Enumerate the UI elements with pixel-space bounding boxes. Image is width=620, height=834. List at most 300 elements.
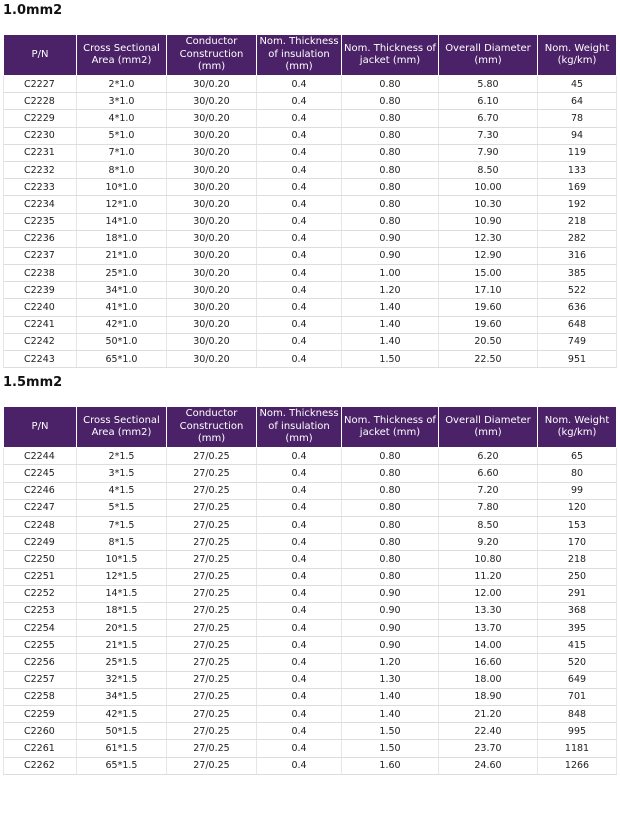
cell-cross-sectional-area: 21*1.5	[77, 637, 167, 654]
cell-jacket-thickness: 1.40	[342, 688, 439, 705]
cell-overall-diameter: 7.20	[439, 482, 538, 499]
cell-conductor-construction: 27/0.25	[167, 516, 257, 533]
cell-pn: C2230	[4, 127, 77, 144]
cell-insulation-thickness: 0.4	[257, 265, 342, 282]
cell-nom-weight: 848	[538, 706, 617, 723]
cell-cross-sectional-area: 42*1.0	[77, 316, 167, 333]
cell-cross-sectional-area: 34*1.0	[77, 282, 167, 299]
cell-overall-diameter: 7.30	[439, 127, 538, 144]
cell-jacket-thickness: 1.60	[342, 757, 439, 774]
table-row	[4, 516, 617, 533]
header-conductor-construction: Conductor Construction (mm)	[167, 407, 257, 448]
cell-pn: C2241	[4, 316, 77, 333]
table-row	[4, 585, 617, 602]
section-2	[0, 372, 620, 775]
cell-nom-weight: 133	[538, 161, 617, 178]
section-1	[0, 0, 620, 368]
header-nom-weight: Nom. Weight (kg/km)	[538, 407, 617, 448]
cell-insulation-thickness: 0.4	[257, 534, 342, 551]
cell-nom-weight: 522	[538, 282, 617, 299]
cell-nom-weight: 1266	[538, 757, 617, 774]
cell-insulation-thickness: 0.4	[257, 127, 342, 144]
cell-jacket-thickness: 1.20	[342, 654, 439, 671]
cell-pn: C2237	[4, 247, 77, 264]
table-body-1-0mm2	[4, 76, 617, 368]
cell-conductor-construction: 30/0.20	[167, 196, 257, 213]
table-row	[4, 499, 617, 516]
cell-pn: C2242	[4, 333, 77, 350]
cell-pn: C2245	[4, 465, 77, 482]
cell-overall-diameter: 21.20	[439, 706, 538, 723]
cell-conductor-construction: 30/0.20	[167, 230, 257, 247]
cell-pn: C2235	[4, 213, 77, 230]
cell-conductor-construction: 30/0.20	[167, 265, 257, 282]
table-row	[4, 740, 617, 757]
cell-nom-weight: 80	[538, 465, 617, 482]
cell-pn: C2238	[4, 265, 77, 282]
cell-pn: C2251	[4, 568, 77, 585]
table-body-1-5mm2	[4, 448, 617, 775]
table-row	[4, 299, 617, 316]
cell-jacket-thickness: 1.40	[342, 316, 439, 333]
cell-insulation-thickness: 0.4	[257, 585, 342, 602]
cell-conductor-construction: 30/0.20	[167, 144, 257, 161]
cell-pn: C2259	[4, 706, 77, 723]
cell-insulation-thickness: 0.4	[257, 499, 342, 516]
cell-pn: C2229	[4, 110, 77, 127]
cell-jacket-thickness: 0.80	[342, 448, 439, 465]
table-row	[4, 127, 617, 144]
cell-cross-sectional-area: 5*1.0	[77, 127, 167, 144]
cell-cross-sectional-area: 7*1.5	[77, 516, 167, 533]
cell-cross-sectional-area: 41*1.0	[77, 299, 167, 316]
cell-pn: C2227	[4, 76, 77, 93]
cell-jacket-thickness: 1.30	[342, 671, 439, 688]
cell-pn: C2258	[4, 688, 77, 705]
cell-insulation-thickness: 0.4	[257, 568, 342, 585]
cell-insulation-thickness: 0.4	[257, 551, 342, 568]
cell-overall-diameter: 6.70	[439, 110, 538, 127]
cell-nom-weight: 218	[538, 551, 617, 568]
cell-overall-diameter: 10.30	[439, 196, 538, 213]
cell-cross-sectional-area: 4*1.5	[77, 482, 167, 499]
cell-insulation-thickness: 0.4	[257, 620, 342, 637]
cell-overall-diameter: 6.10	[439, 93, 538, 110]
table-row	[4, 568, 617, 585]
cell-jacket-thickness: 0.80	[342, 144, 439, 161]
header-nom-weight: Nom. Weight (kg/km)	[538, 35, 617, 76]
table-row	[4, 247, 617, 264]
table-row	[4, 654, 617, 671]
cell-conductor-construction: 27/0.25	[167, 723, 257, 740]
table-row	[4, 757, 617, 774]
cell-insulation-thickness: 0.4	[257, 76, 342, 93]
header-cross-sectional-area: Cross Sectional Area (mm2)	[77, 35, 167, 76]
cell-nom-weight: 291	[538, 585, 617, 602]
cell-jacket-thickness: 0.80	[342, 196, 439, 213]
cell-jacket-thickness: 1.50	[342, 351, 439, 368]
cell-cross-sectional-area: 14*1.0	[77, 213, 167, 230]
cell-nom-weight: 1181	[538, 740, 617, 757]
cell-overall-diameter: 16.60	[439, 654, 538, 671]
cell-insulation-thickness: 0.4	[257, 671, 342, 688]
cell-conductor-construction: 30/0.20	[167, 351, 257, 368]
cell-nom-weight: 65	[538, 448, 617, 465]
cell-cross-sectional-area: 50*1.0	[77, 333, 167, 350]
cell-jacket-thickness: 0.90	[342, 620, 439, 637]
table-row	[4, 448, 617, 465]
cell-conductor-construction: 30/0.20	[167, 299, 257, 316]
cell-insulation-thickness: 0.4	[257, 448, 342, 465]
cell-overall-diameter: 6.60	[439, 465, 538, 482]
cell-cross-sectional-area: 2*1.0	[77, 76, 167, 93]
cell-insulation-thickness: 0.4	[257, 333, 342, 350]
cell-cross-sectional-area: 42*1.5	[77, 706, 167, 723]
cell-overall-diameter: 13.70	[439, 620, 538, 637]
cell-overall-diameter: 9.20	[439, 534, 538, 551]
cell-insulation-thickness: 0.4	[257, 723, 342, 740]
cell-cross-sectional-area: 34*1.5	[77, 688, 167, 705]
cell-pn: C2240	[4, 299, 77, 316]
table-header-row	[4, 407, 617, 448]
cell-conductor-construction: 27/0.25	[167, 534, 257, 551]
cell-nom-weight: 701	[538, 688, 617, 705]
spec-table-1-0mm2	[3, 34, 617, 368]
cell-jacket-thickness: 1.50	[342, 723, 439, 740]
table-row	[4, 282, 617, 299]
cell-cross-sectional-area: 12*1.0	[77, 196, 167, 213]
cell-overall-diameter: 12.00	[439, 585, 538, 602]
cell-cross-sectional-area: 3*1.0	[77, 93, 167, 110]
cell-overall-diameter: 10.80	[439, 551, 538, 568]
cell-overall-diameter: 17.10	[439, 282, 538, 299]
table-row	[4, 637, 617, 654]
table-row	[4, 465, 617, 482]
cell-pn: C2239	[4, 282, 77, 299]
cell-jacket-thickness: 0.80	[342, 499, 439, 516]
cell-conductor-construction: 30/0.20	[167, 76, 257, 93]
cell-insulation-thickness: 0.4	[257, 179, 342, 196]
cell-overall-diameter: 7.80	[439, 499, 538, 516]
cell-pn: C2255	[4, 637, 77, 654]
table-row	[4, 551, 617, 568]
cell-overall-diameter: 8.50	[439, 161, 538, 178]
cell-jacket-thickness: 0.80	[342, 516, 439, 533]
cell-conductor-construction: 27/0.25	[167, 448, 257, 465]
cell-insulation-thickness: 0.4	[257, 654, 342, 671]
cell-insulation-thickness: 0.4	[257, 740, 342, 757]
cell-insulation-thickness: 0.4	[257, 299, 342, 316]
table-row	[4, 333, 617, 350]
header-overall-diameter: Overall Diameter (mm)	[439, 35, 538, 76]
cell-pn: C2248	[4, 516, 77, 533]
cell-jacket-thickness: 0.80	[342, 110, 439, 127]
cell-pn: C2252	[4, 585, 77, 602]
cell-cross-sectional-area: 18*1.0	[77, 230, 167, 247]
cell-nom-weight: 119	[538, 144, 617, 161]
cell-cross-sectional-area: 32*1.5	[77, 671, 167, 688]
cell-cross-sectional-area: 3*1.5	[77, 465, 167, 482]
cell-cross-sectional-area: 12*1.5	[77, 568, 167, 585]
cell-conductor-construction: 30/0.20	[167, 316, 257, 333]
cell-cross-sectional-area: 18*1.5	[77, 602, 167, 619]
cell-pn: C2257	[4, 671, 77, 688]
cell-pn: C2253	[4, 602, 77, 619]
cell-nom-weight: 153	[538, 516, 617, 533]
cell-pn: C2254	[4, 620, 77, 637]
table-row	[4, 196, 617, 213]
cell-nom-weight: 218	[538, 213, 617, 230]
cell-conductor-construction: 27/0.25	[167, 757, 257, 774]
cell-conductor-construction: 27/0.25	[167, 688, 257, 705]
cell-overall-diameter: 7.90	[439, 144, 538, 161]
cell-cross-sectional-area: 61*1.5	[77, 740, 167, 757]
cell-insulation-thickness: 0.4	[257, 247, 342, 264]
cell-pn: C2244	[4, 448, 77, 465]
cell-nom-weight: 649	[538, 671, 617, 688]
cell-pn: C2243	[4, 351, 77, 368]
cell-conductor-construction: 27/0.25	[167, 551, 257, 568]
cell-jacket-thickness: 0.90	[342, 585, 439, 602]
cell-jacket-thickness: 0.80	[342, 76, 439, 93]
cell-nom-weight: 749	[538, 333, 617, 350]
table-row	[4, 265, 617, 282]
cell-jacket-thickness: 0.90	[342, 230, 439, 247]
cell-overall-diameter: 13.30	[439, 602, 538, 619]
cell-overall-diameter: 24.60	[439, 757, 538, 774]
cell-pn: C2236	[4, 230, 77, 247]
cell-conductor-construction: 27/0.25	[167, 499, 257, 516]
cell-jacket-thickness: 0.80	[342, 482, 439, 499]
cell-jacket-thickness: 0.90	[342, 602, 439, 619]
cell-cross-sectional-area: 2*1.5	[77, 448, 167, 465]
cell-conductor-construction: 30/0.20	[167, 110, 257, 127]
cell-cross-sectional-area: 25*1.5	[77, 654, 167, 671]
table-row	[4, 161, 617, 178]
table-row	[4, 534, 617, 551]
cell-overall-diameter: 19.60	[439, 316, 538, 333]
cell-pn: C2233	[4, 179, 77, 196]
cell-nom-weight: 78	[538, 110, 617, 127]
cell-overall-diameter: 18.00	[439, 671, 538, 688]
cell-jacket-thickness: 1.40	[342, 299, 439, 316]
cell-cross-sectional-area: 8*1.5	[77, 534, 167, 551]
cell-pn: C2247	[4, 499, 77, 516]
cell-nom-weight: 995	[538, 723, 617, 740]
header-jacket-thickness: Nom. Thickness of jacket (mm)	[342, 35, 439, 76]
cell-nom-weight: 170	[538, 534, 617, 551]
cell-overall-diameter: 6.20	[439, 448, 538, 465]
cell-insulation-thickness: 0.4	[257, 706, 342, 723]
cell-conductor-construction: 27/0.25	[167, 602, 257, 619]
cell-conductor-construction: 27/0.25	[167, 585, 257, 602]
cell-nom-weight: 192	[538, 196, 617, 213]
cell-cross-sectional-area: 65*1.0	[77, 351, 167, 368]
cell-nom-weight: 648	[538, 316, 617, 333]
cell-conductor-construction: 27/0.25	[167, 706, 257, 723]
cell-cross-sectional-area: 4*1.0	[77, 110, 167, 127]
cell-overall-diameter: 22.50	[439, 351, 538, 368]
cell-insulation-thickness: 0.4	[257, 93, 342, 110]
cell-overall-diameter: 20.50	[439, 333, 538, 350]
cell-cross-sectional-area: 10*1.0	[77, 179, 167, 196]
cell-overall-diameter: 11.20	[439, 568, 538, 585]
cell-conductor-construction: 27/0.25	[167, 482, 257, 499]
cell-jacket-thickness: 0.80	[342, 127, 439, 144]
cell-jacket-thickness: 0.90	[342, 247, 439, 264]
cell-jacket-thickness: 0.80	[342, 568, 439, 585]
cell-jacket-thickness: 1.00	[342, 265, 439, 282]
cell-pn: C2231	[4, 144, 77, 161]
cell-overall-diameter: 18.90	[439, 688, 538, 705]
cell-pn: C2261	[4, 740, 77, 757]
cell-conductor-construction: 30/0.20	[167, 247, 257, 264]
cell-cross-sectional-area: 5*1.5	[77, 499, 167, 516]
cell-overall-diameter: 8.50	[439, 516, 538, 533]
cell-overall-diameter: 23.70	[439, 740, 538, 757]
cell-conductor-construction: 30/0.20	[167, 127, 257, 144]
cell-insulation-thickness: 0.4	[257, 482, 342, 499]
cell-jacket-thickness: 0.80	[342, 534, 439, 551]
cell-insulation-thickness: 0.4	[257, 144, 342, 161]
cell-nom-weight: 316	[538, 247, 617, 264]
cell-insulation-thickness: 0.4	[257, 637, 342, 654]
section-title-1-5mm2: 1.5mm2	[3, 375, 63, 391]
cell-insulation-thickness: 0.4	[257, 213, 342, 230]
header-jacket-thickness: Nom. Thickness of jacket (mm)	[342, 407, 439, 448]
table-row	[4, 482, 617, 499]
cell-insulation-thickness: 0.4	[257, 316, 342, 333]
cell-conductor-construction: 27/0.25	[167, 568, 257, 585]
cell-jacket-thickness: 1.50	[342, 740, 439, 757]
cell-overall-diameter: 22.40	[439, 723, 538, 740]
table-row	[4, 351, 617, 368]
cell-conductor-construction: 30/0.20	[167, 179, 257, 196]
table-header-row	[4, 35, 617, 76]
cell-cross-sectional-area: 7*1.0	[77, 144, 167, 161]
table-row	[4, 620, 617, 637]
table-row	[4, 110, 617, 127]
cell-jacket-thickness: 0.80	[342, 93, 439, 110]
cell-overall-diameter: 10.00	[439, 179, 538, 196]
cell-pn: C2260	[4, 723, 77, 740]
cell-conductor-construction: 27/0.25	[167, 465, 257, 482]
cell-conductor-construction: 30/0.20	[167, 282, 257, 299]
header-insulation-thickness: Nom. Thickness of insulation (mm)	[257, 407, 342, 448]
table-row	[4, 706, 617, 723]
cell-pn: C2250	[4, 551, 77, 568]
table-row	[4, 688, 617, 705]
cell-insulation-thickness: 0.4	[257, 161, 342, 178]
cell-conductor-construction: 27/0.25	[167, 671, 257, 688]
cell-jacket-thickness: 1.20	[342, 282, 439, 299]
cell-nom-weight: 64	[538, 93, 617, 110]
cell-pn: C2256	[4, 654, 77, 671]
cell-nom-weight: 250	[538, 568, 617, 585]
table-row	[4, 76, 617, 93]
cell-jacket-thickness: 0.80	[342, 465, 439, 482]
cell-overall-diameter: 14.00	[439, 637, 538, 654]
cell-jacket-thickness: 0.80	[342, 179, 439, 196]
table-row	[4, 602, 617, 619]
cell-cross-sectional-area: 8*1.0	[77, 161, 167, 178]
cell-jacket-thickness: 0.90	[342, 637, 439, 654]
cell-nom-weight: 395	[538, 620, 617, 637]
table-row	[4, 144, 617, 161]
cell-pn: C2249	[4, 534, 77, 551]
cell-cross-sectional-area: 21*1.0	[77, 247, 167, 264]
cell-pn: C2246	[4, 482, 77, 499]
table-row	[4, 671, 617, 688]
cell-insulation-thickness: 0.4	[257, 351, 342, 368]
cell-jacket-thickness: 0.80	[342, 551, 439, 568]
cell-cross-sectional-area: 50*1.5	[77, 723, 167, 740]
cell-conductor-construction: 30/0.20	[167, 213, 257, 230]
cell-insulation-thickness: 0.4	[257, 465, 342, 482]
cell-jacket-thickness: 0.80	[342, 161, 439, 178]
cell-insulation-thickness: 0.4	[257, 230, 342, 247]
cell-conductor-construction: 27/0.25	[167, 637, 257, 654]
cell-nom-weight: 951	[538, 351, 617, 368]
header-pn: P/N	[4, 35, 77, 76]
cell-overall-diameter: 12.90	[439, 247, 538, 264]
cell-insulation-thickness: 0.4	[257, 757, 342, 774]
cell-nom-weight: 385	[538, 265, 617, 282]
header-pn: P/N	[4, 407, 77, 448]
cell-conductor-construction: 30/0.20	[167, 93, 257, 110]
spec-table-1-5mm2	[3, 406, 617, 775]
cell-nom-weight: 45	[538, 76, 617, 93]
cell-pn: C2262	[4, 757, 77, 774]
cell-cross-sectional-area: 65*1.5	[77, 757, 167, 774]
section-title-1-0mm2: 1.0mm2	[3, 3, 63, 18]
cell-nom-weight: 415	[538, 637, 617, 654]
cell-overall-diameter: 5.80	[439, 76, 538, 93]
cell-nom-weight: 120	[538, 499, 617, 516]
cell-pn: C2234	[4, 196, 77, 213]
cell-insulation-thickness: 0.4	[257, 602, 342, 619]
cell-nom-weight: 636	[538, 299, 617, 316]
table-row	[4, 179, 617, 196]
cell-nom-weight: 368	[538, 602, 617, 619]
cell-nom-weight: 169	[538, 179, 617, 196]
cell-nom-weight: 94	[538, 127, 617, 144]
cell-conductor-construction: 27/0.25	[167, 740, 257, 757]
cell-overall-diameter: 12.30	[439, 230, 538, 247]
table-row	[4, 316, 617, 333]
cell-cross-sectional-area: 14*1.5	[77, 585, 167, 602]
cell-insulation-thickness: 0.4	[257, 516, 342, 533]
cell-insulation-thickness: 0.4	[257, 110, 342, 127]
cell-nom-weight: 520	[538, 654, 617, 671]
cell-cross-sectional-area: 10*1.5	[77, 551, 167, 568]
header-cross-sectional-area: Cross Sectional Area (mm2)	[77, 407, 167, 448]
cell-pn: C2228	[4, 93, 77, 110]
cell-nom-weight: 282	[538, 230, 617, 247]
header-overall-diameter: Overall Diameter (mm)	[439, 407, 538, 448]
cell-insulation-thickness: 0.4	[257, 282, 342, 299]
table-row	[4, 230, 617, 247]
cell-conductor-construction: 30/0.20	[167, 333, 257, 350]
header-insulation-thickness: Nom. Thickness of insulation (mm)	[257, 35, 342, 76]
cell-conductor-construction: 30/0.20	[167, 161, 257, 178]
table-row	[4, 723, 617, 740]
table-row	[4, 213, 617, 230]
cell-cross-sectional-area: 25*1.0	[77, 265, 167, 282]
cell-jacket-thickness: 1.40	[342, 706, 439, 723]
cell-pn: C2232	[4, 161, 77, 178]
cell-conductor-construction: 27/0.25	[167, 654, 257, 671]
